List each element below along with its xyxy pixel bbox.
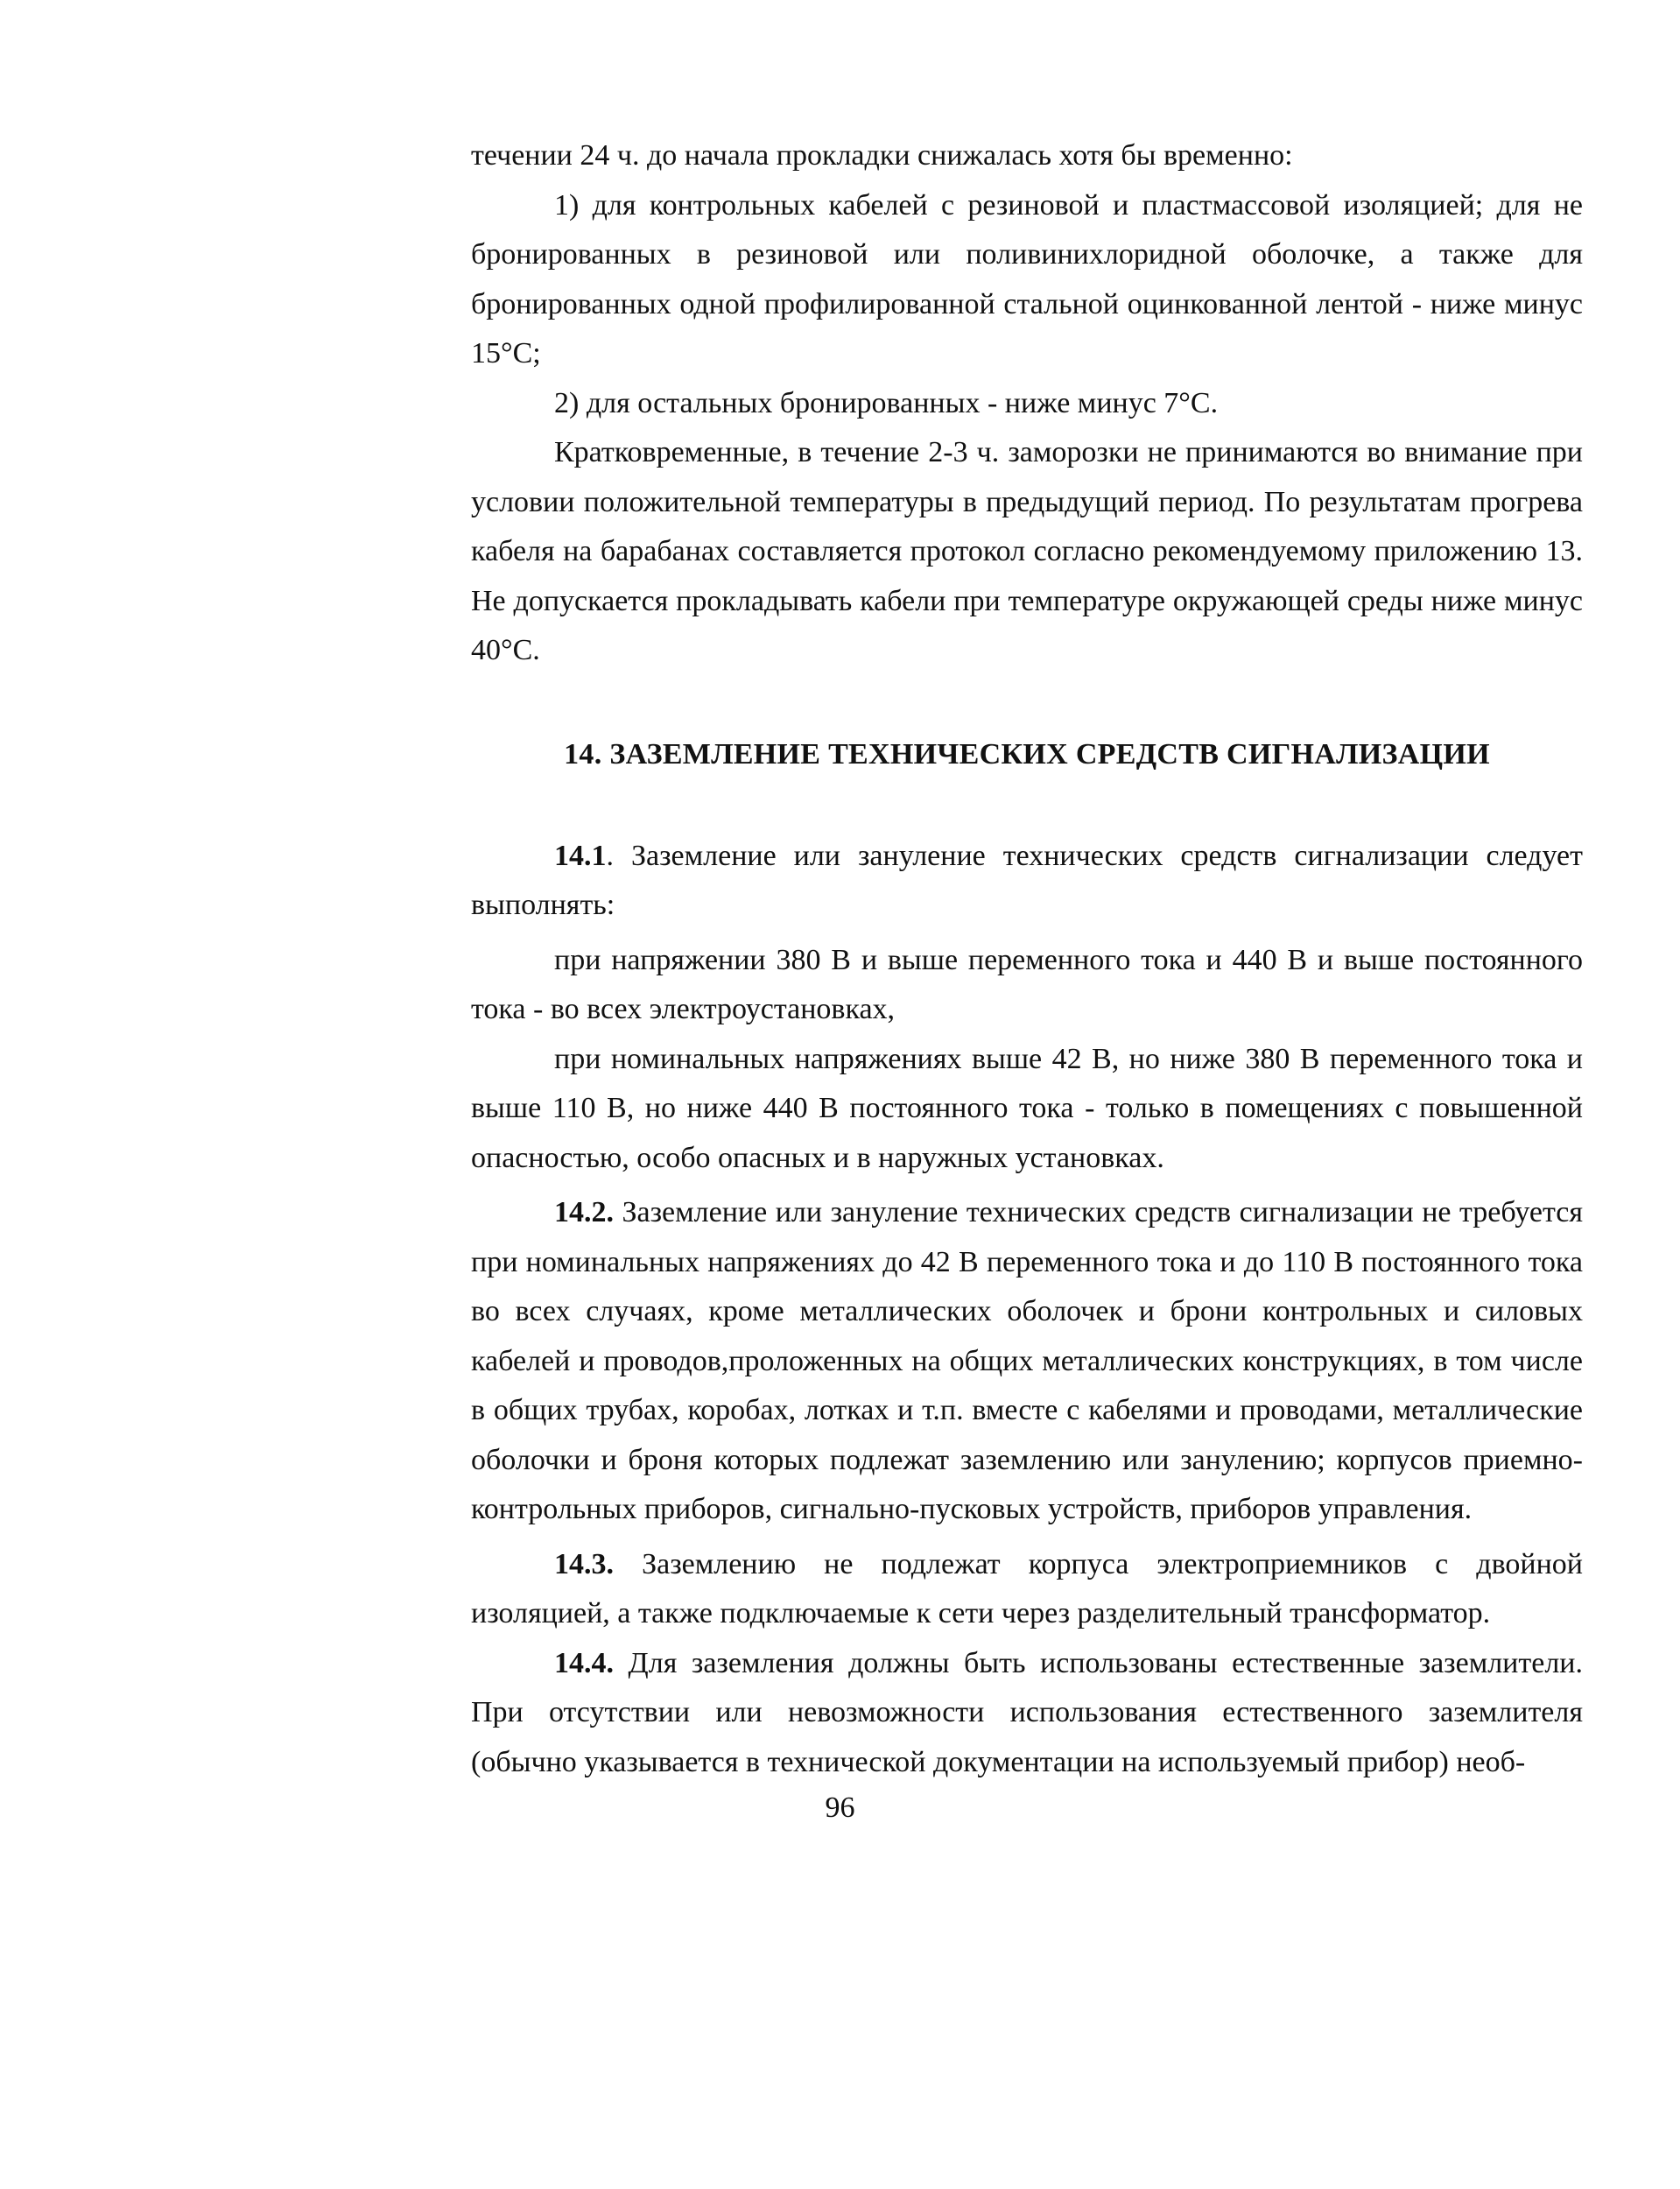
paragraph-continuation: течении 24 ч. до начала прокладки снижалась хотя бы временно: [471, 139, 1293, 172]
section-title: 14. ЗАЗЕМЛЕНИЕ ТЕХНИЧЕСКИХ СРЕДСТВ СИГНАЛИЗАЦИИ [564, 737, 1490, 771]
clause-14-3 [471, 1540, 1583, 1639]
paragraph-item-1: 1) для контрольных кабелей с резиновой и пластмассовой изоляцией; для не бронированных в резиновой или поливинихлоридной оболочке, а также для бронированных одной профилированной стальной оцинкованной лентой - ниже минус 15°С; [471, 188, 1583, 370]
clause-text: Заземлению не подлежат корпуса электроприемников с двойной изоляцией, а также подключаемые к сети через разделительный трансформатор. [471, 1547, 1583, 1629]
clause-number: 14.2. [554, 1196, 614, 1228]
clause-number: 14.4. [554, 1646, 614, 1679]
clause-14-1 [471, 832, 1583, 931]
clause-text: . Заземление или зануление технических средств сигнализации следует выполнять: [471, 839, 1583, 921]
page-content [471, 131, 1583, 1787]
clause-text: Заземление или зануление технических средств сигнализации не требуется при номинальных напряжениях до 42 В переменного тока и до 110 В постоянного тока во всех случаях, кроме металлических оболочек и брони контрольных и силовых кабелей и проводов,проложенных на общих металлических конструкциях, в том числе в общих трубах, коробах, лотках и т.п. вместе с кабелями и проводами, металлические оболочки и броня которых подлежат заземлению или занулению; корпусов приемно-контрольных приборов, сигнально-пусковых устройств, приборов управления. [471, 1196, 1583, 1525]
paragraph-item-2: 2) для остальных бронированных - ниже минус 7°С. [554, 386, 1219, 419]
clause-14-2 [471, 1188, 1583, 1535]
clause-number: 14.3. [554, 1547, 614, 1580]
clause-14-1-item-a: при напряжении 380 В и выше переменного тока и 440 В и выше постоянного тока - во всех электроустановках, [471, 943, 1583, 1025]
clause-number: 14.1 [554, 839, 607, 872]
paragraph-short-frosts: Кратковременные, в течение 2-3 ч. заморозки не принимаются во внимание при условии положительной температуры в предыдущий период. По результатам прогрева кабеля на барабанах составляется протокол согласно рекомендуемому приложению 13. Не допускается прокладывать кабели при температуре окружающей среды ниже минус 40°С. [471, 436, 1583, 666]
clause-14-4 [471, 1639, 1583, 1788]
clause-14-1-item-b: при номинальных напряжениях выше 42 В, но ниже 380 В переменного тока и выше 110 В, но ниже 440 В постоянного тока - только в помещениях с повышенной опасностью, особо опасных и в наружных установках. [471, 1042, 1583, 1174]
clause-text: Для заземления должны быть использованы естественные заземлители. При отсутствии или невозможности использования естественного заземлителя (обычно указывается в технической документации на используемый прибор) необ- [471, 1646, 1583, 1778]
page-number: 96 [825, 1791, 855, 1824]
